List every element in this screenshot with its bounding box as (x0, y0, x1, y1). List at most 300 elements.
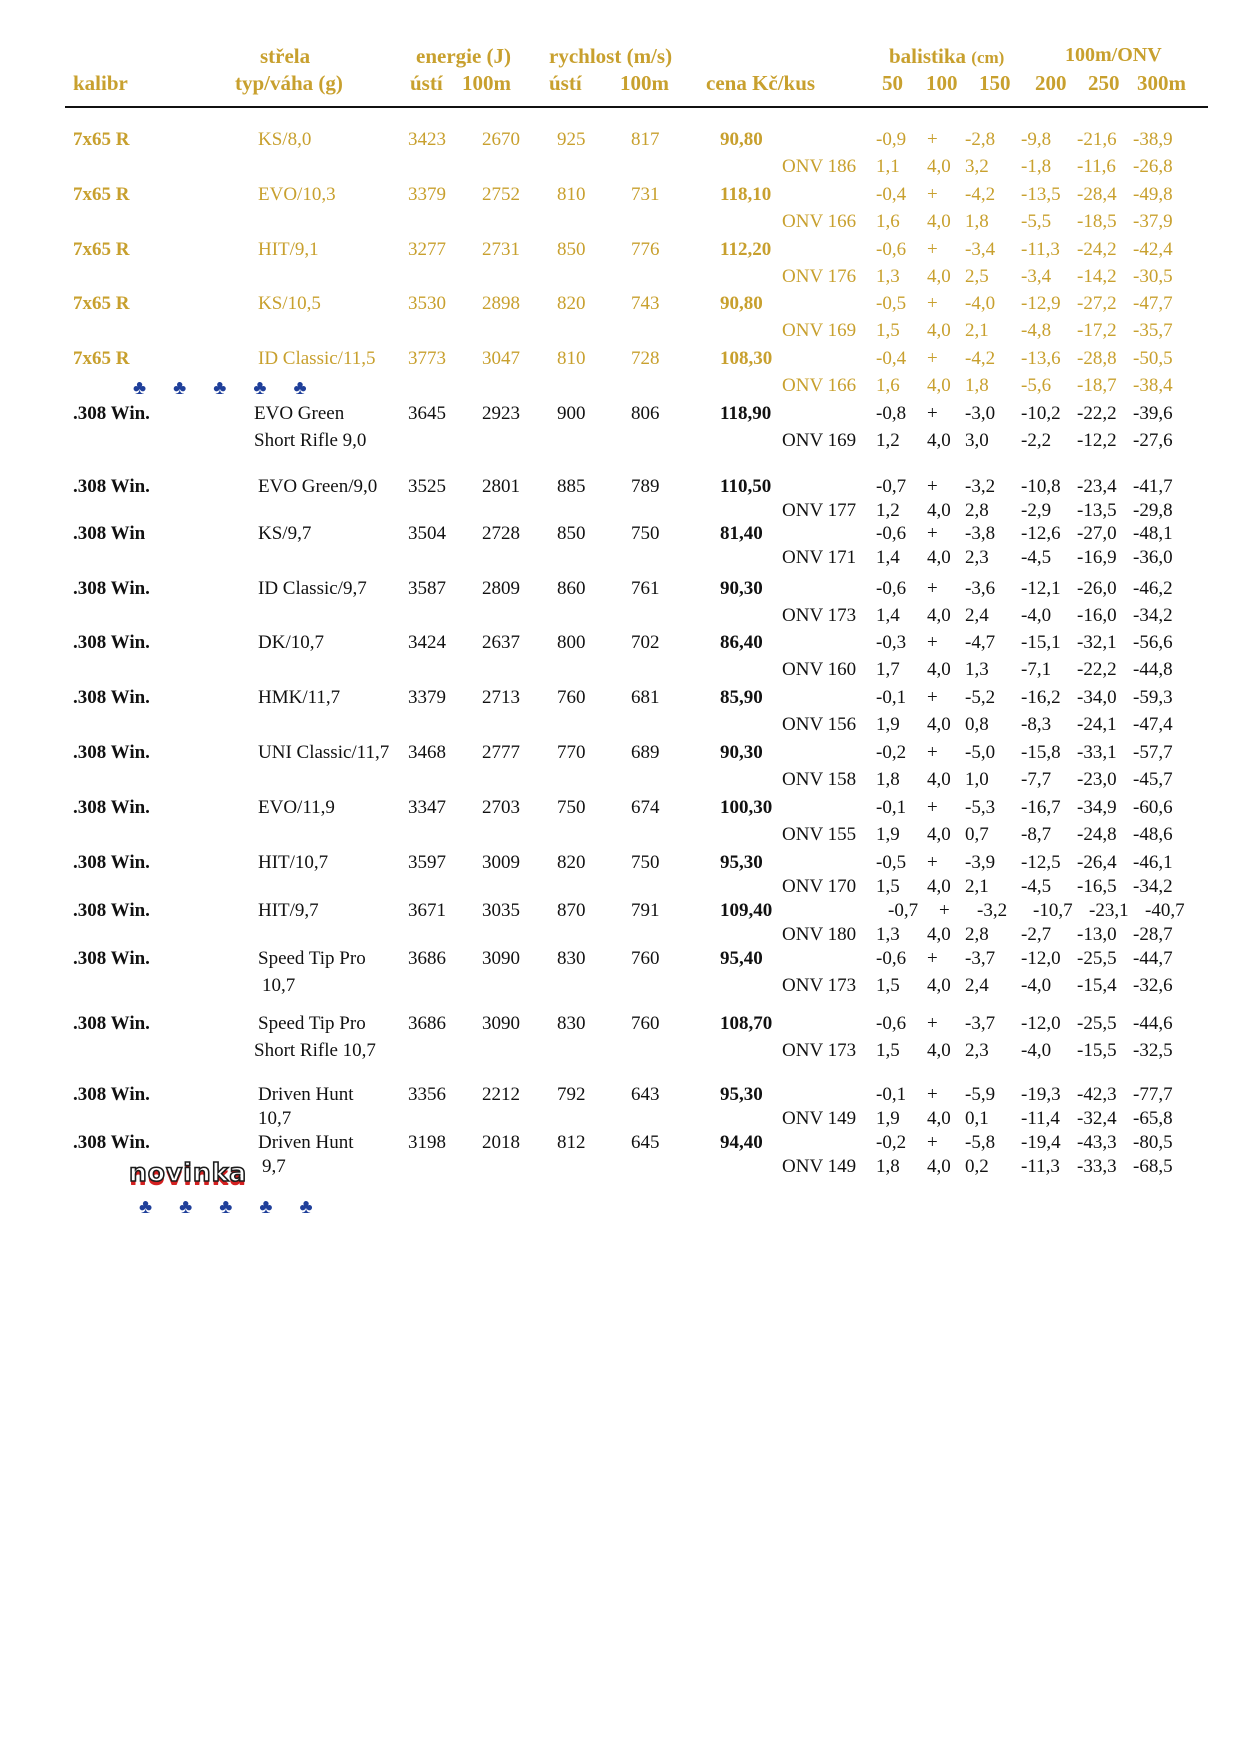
ballistics-onv-zero: 4,0 (927, 714, 951, 735)
ballistics-100m-zero: -80,5 (1133, 1132, 1173, 1153)
energy-muzzle: 3686 (408, 948, 446, 969)
header-divider (65, 106, 1208, 108)
onv-value: ONV 166 (782, 375, 857, 396)
ballistics-100m-zero: -32,1 (1077, 632, 1117, 653)
energy-100m: 3047 (482, 348, 520, 369)
header-b100: 100 (926, 71, 958, 95)
energy-100m: 3009 (482, 852, 520, 873)
price-per-piece: 94,40 (720, 1132, 763, 1153)
ballistics-onv-zero: -47,4 (1133, 714, 1173, 735)
header-rychlost: rychlost (m/s) (549, 44, 673, 68)
ballistics-100m-zero: -4,7 (965, 632, 996, 653)
velocity-muzzle: 800 (557, 632, 586, 653)
ballistics-100m-zero: -0,8 (876, 403, 907, 424)
velocity-100m: 643 (631, 1084, 660, 1105)
ballistics-100m-zero: -3,9 (965, 852, 996, 873)
ballistics-onv-zero: 2,4 (965, 605, 989, 626)
ballistics-onv-zero: -5,5 (1021, 211, 1052, 232)
velocity-100m: 728 (631, 348, 660, 369)
ballistics-onv-zero: -14,2 (1077, 266, 1117, 287)
energy-muzzle: 3356 (408, 1084, 446, 1105)
ballistics-100m-zero: -10,2 (1021, 403, 1061, 424)
ballistics-100m-zero: -41,7 (1133, 476, 1173, 497)
ballistics-onv-zero: 1,8 (876, 1156, 900, 1177)
price-per-piece: 81,40 (720, 523, 763, 544)
ballistics-onv-zero: 4,0 (927, 659, 951, 680)
energy-100m: 3090 (482, 1013, 520, 1034)
ballistics-100m-zero: -21,6 (1077, 129, 1117, 150)
caliber-name: .308 Win. (73, 578, 150, 599)
ballistics-onv-zero: -11,3 (1021, 1156, 1060, 1177)
bullet-type-weight: HIT/9,1 (258, 239, 319, 260)
ballistics-onv-zero: 1,6 (876, 211, 900, 232)
ballistics-100m-zero: -0,7 (888, 900, 919, 921)
ballistics-onv-zero: 1,4 (876, 547, 900, 568)
onv-value: ONV 160 (782, 659, 857, 680)
velocity-muzzle: 820 (557, 852, 586, 873)
velocity-muzzle: 770 (557, 742, 586, 763)
caliber-name: 7x65 R (73, 348, 130, 369)
table-row (0, 578, 1240, 628)
price-per-piece: 95,30 (720, 1084, 763, 1105)
bullet-type-weight-line2: Short Rifle 10,7 (254, 1040, 376, 1061)
ballistics-100m-zero: -60,6 (1133, 797, 1173, 818)
table-row (0, 293, 1240, 343)
ballistics-100m-zero: -0,5 (876, 293, 907, 314)
ballistics-onv-zero: 2,8 (965, 924, 989, 945)
ballistics-onv-zero: -27,6 (1133, 430, 1173, 451)
ballistics-100m-zero: -27,0 (1077, 523, 1117, 544)
ballistics-100m-zero: -10,7 (1033, 900, 1073, 921)
velocity-muzzle: 810 (557, 348, 586, 369)
caliber-name: 7x65 R (73, 129, 130, 150)
bullet-type-weight: HMK/11,7 (258, 687, 341, 708)
onv-value: ONV 173 (782, 605, 857, 626)
onv-value: ONV 173 (782, 1040, 857, 1061)
price-per-piece: 112,20 (720, 239, 772, 260)
ballistics-onv-zero: 1,5 (876, 876, 900, 897)
ballistics-100m-zero: -48,1 (1133, 523, 1173, 544)
price-per-piece: 95,30 (720, 852, 763, 873)
energy-muzzle: 3198 (408, 1132, 446, 1153)
ballistics-onv-zero: 4,0 (927, 605, 951, 626)
onv-value: ONV 177 (782, 500, 857, 521)
ballistics-100m-zero: -5,8 (965, 1132, 996, 1153)
bullet-type-weight: EVO Green/9,0 (258, 476, 378, 497)
energy-100m: 2670 (482, 129, 520, 150)
ballistics-onv-zero: -22,2 (1077, 659, 1117, 680)
ballistics-onv-zero: 4,0 (927, 769, 951, 790)
ballistics-100m-zero: -27,2 (1077, 293, 1117, 314)
energy-muzzle: 3645 (408, 403, 446, 424)
ballistics-onv-zero: 4,0 (927, 975, 951, 996)
price-per-piece: 108,30 (720, 348, 773, 369)
ballistics-100m-zero: -3,8 (965, 523, 996, 544)
ballistics-onv-zero: 4,0 (927, 1108, 951, 1129)
bullet-type-weight: EVO/11,9 (258, 797, 335, 818)
ballistics-100m-zero: -0,7 (876, 476, 907, 497)
ballistics-100m-zero: -5,2 (965, 687, 996, 708)
ballistics-onv-zero: -11,4 (1021, 1108, 1060, 1129)
ballistics-100m-zero: -0,6 (876, 578, 907, 599)
bullet-type-weight-line2: 10,7 (258, 1108, 292, 1129)
energy-100m: 2018 (482, 1132, 520, 1153)
energy-muzzle: 3347 (408, 797, 446, 818)
energy-muzzle: 3587 (408, 578, 446, 599)
ballistics-onv-zero: -32,5 (1133, 1040, 1173, 1061)
bullet-type-weight: KS/8,0 (258, 129, 312, 150)
ballistics-100m-zero: -16,2 (1021, 687, 1061, 708)
caliber-name: .308 Win. (73, 900, 150, 921)
energy-muzzle: 3423 (408, 129, 446, 150)
ballistics-100m-zero: -34,0 (1077, 687, 1117, 708)
ballistics-onv-zero: -7,7 (1021, 769, 1052, 790)
ballistics-onv-zero: 4,0 (927, 156, 951, 177)
velocity-100m: 750 (631, 852, 660, 873)
ballistics-100m-zero: -19,3 (1021, 1084, 1061, 1105)
caliber-name: .308 Win. (73, 1084, 150, 1105)
ballistics-100m-zero: -3,7 (965, 1013, 996, 1034)
header-typ-vaha: typ/váha (g) (235, 71, 343, 95)
ballistics-onv-zero: 4,0 (927, 1040, 951, 1061)
energy-muzzle: 3468 (408, 742, 446, 763)
ballistics-onv-zero: -4,8 (1021, 320, 1052, 341)
ballistics-100m-zero: + (927, 1084, 938, 1105)
ballistics-onv-zero: -44,8 (1133, 659, 1173, 680)
ballistics-onv-zero: -4,0 (1021, 975, 1052, 996)
price-per-piece: 90,30 (720, 578, 763, 599)
ballistics-onv-zero: -12,2 (1077, 430, 1117, 451)
energy-100m: 2713 (482, 687, 520, 708)
ballistics-100m-zero: -77,7 (1133, 1084, 1173, 1105)
ballistics-100m-zero: -38,9 (1133, 129, 1173, 150)
energy-muzzle: 3424 (408, 632, 446, 653)
ballistics-onv-zero: 1,9 (876, 714, 900, 735)
velocity-muzzle: 830 (557, 948, 586, 969)
table-row (0, 742, 1240, 792)
velocity-100m: 702 (631, 632, 660, 653)
header-b150: 150 (979, 71, 1011, 95)
bullet-type-weight: Driven Hunt (258, 1132, 354, 1153)
ballistics-100m-zero: -19,4 (1021, 1132, 1061, 1153)
ballistics-onv-zero: -38,4 (1133, 375, 1173, 396)
caliber-name: .308 Win. (73, 403, 150, 424)
price-per-piece: 108,70 (720, 1013, 773, 1034)
ballistics-100m-zero: -42,4 (1133, 239, 1173, 260)
ballistics-100m-zero: -5,0 (965, 742, 996, 763)
price-per-piece: 90,80 (720, 129, 763, 150)
ballistics-onv-zero: 1,5 (876, 320, 900, 341)
ballistics-100m-zero: + (927, 293, 938, 314)
bullet-type-weight: UNI Classic/11,7 (258, 742, 390, 763)
ballistics-onv-zero: -17,2 (1077, 320, 1117, 341)
ballistics-onv-zero: 1,9 (876, 1108, 900, 1129)
velocity-muzzle: 860 (557, 578, 586, 599)
ballistics-onv-zero: 2,3 (965, 547, 989, 568)
ballistics-onv-zero: 4,0 (927, 547, 951, 568)
ballistics-onv-zero: -4,5 (1021, 876, 1052, 897)
ballistics-onv-zero: 2,3 (965, 1040, 989, 1061)
ballistics-100m-zero: -0,6 (876, 948, 907, 969)
energy-100m: 2801 (482, 476, 520, 497)
ballistics-onv-zero: 2,4 (965, 975, 989, 996)
ballistics-100m-zero: -4,2 (965, 348, 996, 369)
bullet-type-weight-line2: Short Rifle 9,0 (254, 430, 367, 451)
ballistics-onv-zero: 1,0 (965, 769, 989, 790)
onv-value: ONV 166 (782, 211, 857, 232)
ballistics-onv-zero: -2,9 (1021, 500, 1052, 521)
energy-muzzle: 3773 (408, 348, 446, 369)
ballistics-100m-zero: -0,6 (876, 1013, 907, 1034)
ballistics-100m-zero: -26,4 (1077, 852, 1117, 873)
ballistics-onv-zero: -5,6 (1021, 375, 1052, 396)
ballistics-onv-zero: 3,0 (965, 430, 989, 451)
ballistics-100m-zero: -12,9 (1021, 293, 1061, 314)
energy-muzzle: 3671 (408, 900, 446, 921)
energy-100m: 2809 (482, 578, 520, 599)
ballistics-100m-zero: -16,7 (1021, 797, 1061, 818)
ballistics-onv-zero: -15,5 (1077, 1040, 1117, 1061)
onv-value: ONV 176 (782, 266, 857, 287)
velocity-100m: 645 (631, 1132, 660, 1153)
ballistics-100m-zero: -0,2 (876, 742, 907, 763)
ballistics-100m-zero: -3,6 (965, 578, 996, 599)
header-balistika (889, 44, 1004, 69)
ballistics-onv-zero: -68,5 (1133, 1156, 1173, 1177)
caliber-name: .308 Win. (73, 1013, 150, 1034)
onv-value: ONV 169 (782, 320, 857, 341)
table-row (0, 184, 1240, 234)
ballistics-onv-zero: -8,7 (1021, 824, 1052, 845)
header-energie-100m: 100m (462, 71, 511, 95)
velocity-100m: 789 (631, 476, 660, 497)
table-row (0, 900, 1240, 950)
ballistics-onv-zero: 1,3 (965, 659, 989, 680)
bullet-type-weight: EVO/10,3 (258, 184, 336, 205)
ballistics-onv-zero: 2,8 (965, 500, 989, 521)
ballistics-100m-zero: -11,3 (1021, 239, 1060, 260)
ballistics-100m-zero: -0,4 (876, 348, 907, 369)
energy-muzzle: 3686 (408, 1013, 446, 1034)
velocity-100m: 689 (631, 742, 660, 763)
ballistics-onv-zero: 4,0 (927, 375, 951, 396)
ballistics-onv-zero: 2,1 (965, 320, 989, 341)
velocity-100m: 743 (631, 293, 660, 314)
energy-muzzle: 3530 (408, 293, 446, 314)
ballistics-onv-zero: -28,7 (1133, 924, 1173, 945)
caliber-name: 7x65 R (73, 239, 130, 260)
ballistics-100m-zero: -12,5 (1021, 852, 1061, 873)
price-per-piece: 86,40 (720, 632, 763, 653)
ballistics-onv-zero: 1,8 (876, 769, 900, 790)
ballistics-100m-zero: -34,9 (1077, 797, 1117, 818)
header-b250: 250 (1088, 71, 1120, 95)
ballistics-100m-zero: + (927, 742, 938, 763)
velocity-muzzle: 850 (557, 523, 586, 544)
ballistics-100m-zero: + (927, 687, 938, 708)
energy-100m: 3090 (482, 948, 520, 969)
ballistics-onv-zero: -4,5 (1021, 547, 1052, 568)
velocity-100m: 806 (631, 403, 660, 424)
ballistics-100m-zero: -46,1 (1133, 852, 1173, 873)
novinka-badge: novinka (129, 1158, 248, 1187)
table-row (0, 797, 1240, 847)
ballistics-100m-zero: + (927, 129, 938, 150)
ballistics-onv-zero: 4,0 (927, 824, 951, 845)
energy-muzzle: 3277 (408, 239, 446, 260)
bullet-type-weight: KS/10,5 (258, 293, 321, 314)
energy-100m: 2703 (482, 797, 520, 818)
ballistics-onv-zero: 4,0 (927, 211, 951, 232)
ballistics-onv-zero: 2,1 (965, 876, 989, 897)
onv-value: ONV 169 (782, 430, 857, 451)
caliber-name: .308 Win. (73, 948, 150, 969)
caliber-name: .308 Win. (73, 742, 150, 763)
table-row (0, 687, 1240, 737)
ballistics-onv-zero: 1,8 (965, 211, 989, 232)
ballistics-100m-zero: -5,9 (965, 1084, 996, 1105)
ballistics-100m-zero: -0,2 (876, 1132, 907, 1153)
ballistics-100m-zero: -26,0 (1077, 578, 1117, 599)
ballistics-onv-zero: -7,1 (1021, 659, 1052, 680)
ballistics-100m-zero: -44,7 (1133, 948, 1173, 969)
caliber-name: .308 Win (73, 523, 146, 544)
ballistics-100m-zero: -47,7 (1133, 293, 1173, 314)
ballistics-onv-zero: 1,8 (965, 375, 989, 396)
bullet-type-weight: ID Classic/11,5 (258, 348, 376, 369)
ballistics-100m-zero: + (927, 476, 938, 497)
bullet-type-weight-line2: 10,7 (262, 975, 296, 996)
table-row (0, 632, 1240, 682)
caliber-name: .308 Win. (73, 632, 150, 653)
bullet-type-weight: Speed Tip Pro (258, 1013, 366, 1034)
price-per-piece: 100,30 (720, 797, 773, 818)
ballistics-100m-zero: -12,1 (1021, 578, 1061, 599)
ballistics-onv-zero: 1,3 (876, 924, 900, 945)
table-row (0, 852, 1240, 902)
ballistics-onv-zero: -16,5 (1077, 876, 1117, 897)
caliber-name: .308 Win. (73, 687, 150, 708)
ballistics-onv-zero: 1,2 (876, 500, 900, 521)
price-per-piece: 109,40 (720, 900, 773, 921)
ballistics-onv-zero: -23,0 (1077, 769, 1117, 790)
ballistics-onv-zero: -1,8 (1021, 156, 1052, 177)
header-b300: 300m (1137, 71, 1186, 95)
ballistics-onv-zero: -3,4 (1021, 266, 1052, 287)
bullet-type-weight: KS/9,7 (258, 523, 312, 544)
ballistics-100m-zero: -39,6 (1133, 403, 1173, 424)
ballistics-100m-zero: -22,2 (1077, 403, 1117, 424)
price-per-piece: 118,90 (720, 403, 772, 424)
header-energie: energie (J) (416, 44, 512, 68)
bullet-type-weight: ID Classic/9,7 (258, 578, 367, 599)
velocity-100m: 731 (631, 184, 660, 205)
velocity-100m: 750 (631, 523, 660, 544)
ballistics-onv-zero: 3,2 (965, 156, 989, 177)
ballistics-onv-zero: -26,8 (1133, 156, 1173, 177)
table-row (0, 476, 1240, 526)
table-row (0, 403, 1240, 453)
header-rychlost-usti: ústí (549, 71, 582, 95)
velocity-muzzle: 870 (557, 900, 586, 921)
velocity-muzzle: 812 (557, 1132, 586, 1153)
ballistics-onv-zero: -34,2 (1133, 876, 1173, 897)
energy-muzzle: 3379 (408, 687, 446, 708)
ballistics-onv-zero: 4,0 (927, 430, 951, 451)
ballistics-100m-zero: + (927, 184, 938, 205)
ballistics-100m-zero: -0,6 (876, 523, 907, 544)
ballistics-100m-zero: -3,2 (977, 900, 1008, 921)
price-per-piece: 95,40 (720, 948, 763, 969)
ballistics-onv-zero: -13,0 (1077, 924, 1117, 945)
ballistics-onv-zero: 4,0 (927, 500, 951, 521)
ballistics-onv-zero: -32,4 (1077, 1108, 1117, 1129)
ballistics-100m-zero: -12,0 (1021, 1013, 1061, 1034)
ballistics-100m-zero: -9,8 (1021, 129, 1052, 150)
energy-100m: 2212 (482, 1084, 520, 1105)
ballistics-onv-zero: 1,5 (876, 975, 900, 996)
ballistics-100m-zero: + (927, 578, 938, 599)
ballistics-100m-zero: -24,2 (1077, 239, 1117, 260)
velocity-100m: 776 (631, 239, 660, 260)
header-strela: střela (260, 44, 311, 68)
ballistics-100m-zero: + (927, 523, 938, 544)
ballistics-onv-zero: 1,1 (876, 156, 900, 177)
ballistics-onv-zero: 1,3 (876, 266, 900, 287)
ballistics-onv-zero: -37,9 (1133, 211, 1173, 232)
onv-value: ONV 158 (782, 769, 857, 790)
energy-muzzle: 3504 (408, 523, 446, 544)
caliber-name: .308 Win. (73, 797, 150, 818)
ballistics-onv-zero: 4,0 (927, 1156, 951, 1177)
ballistics-100m-zero: -25,5 (1077, 948, 1117, 969)
velocity-muzzle: 925 (557, 129, 586, 150)
ballistics-onv-zero: -32,6 (1133, 975, 1173, 996)
velocity-muzzle: 750 (557, 797, 586, 818)
ballistics-onv-zero: -4,0 (1021, 1040, 1052, 1061)
ballistics-onv-zero: -34,2 (1133, 605, 1173, 626)
ballistics-100m-zero: -49,8 (1133, 184, 1173, 205)
price-per-piece: 90,80 (720, 293, 763, 314)
caliber-name: 7x65 R (73, 184, 130, 205)
onv-value: ONV 171 (782, 547, 857, 568)
header-b200: 200 (1035, 71, 1067, 95)
ballistics-onv-zero: -24,1 (1077, 714, 1117, 735)
ballistics-100m-zero: -44,6 (1133, 1013, 1173, 1034)
price-per-piece: 90,30 (720, 742, 763, 763)
energy-100m: 2898 (482, 293, 520, 314)
onv-value: ONV 149 (782, 1156, 857, 1177)
ballistics-onv-zero: -45,7 (1133, 769, 1173, 790)
table-row (0, 1013, 1240, 1063)
ballistics-100m-zero: -0,1 (876, 1084, 907, 1105)
header-balistika-unit: (cm) (971, 48, 1005, 67)
ballistics-100m-zero: -12,0 (1021, 948, 1061, 969)
energy-100m: 2752 (482, 184, 520, 205)
velocity-100m: 760 (631, 948, 660, 969)
ballistics-100m-zero: -4,2 (965, 184, 996, 205)
bullet-type-weight: HIT/10,7 (258, 852, 329, 873)
velocity-muzzle: 850 (557, 239, 586, 260)
ballistics-100m-zero: -0,1 (876, 797, 907, 818)
ballistics-100m-zero: + (927, 797, 938, 818)
ballistics-onv-zero: -65,8 (1133, 1108, 1173, 1129)
energy-100m: 2637 (482, 632, 520, 653)
ballistics-100m-zero: -40,7 (1145, 900, 1185, 921)
ballistics-100m-zero: -28,8 (1077, 348, 1117, 369)
energy-100m: 2923 (482, 403, 520, 424)
bullet-type-weight: EVO Green (254, 403, 345, 424)
